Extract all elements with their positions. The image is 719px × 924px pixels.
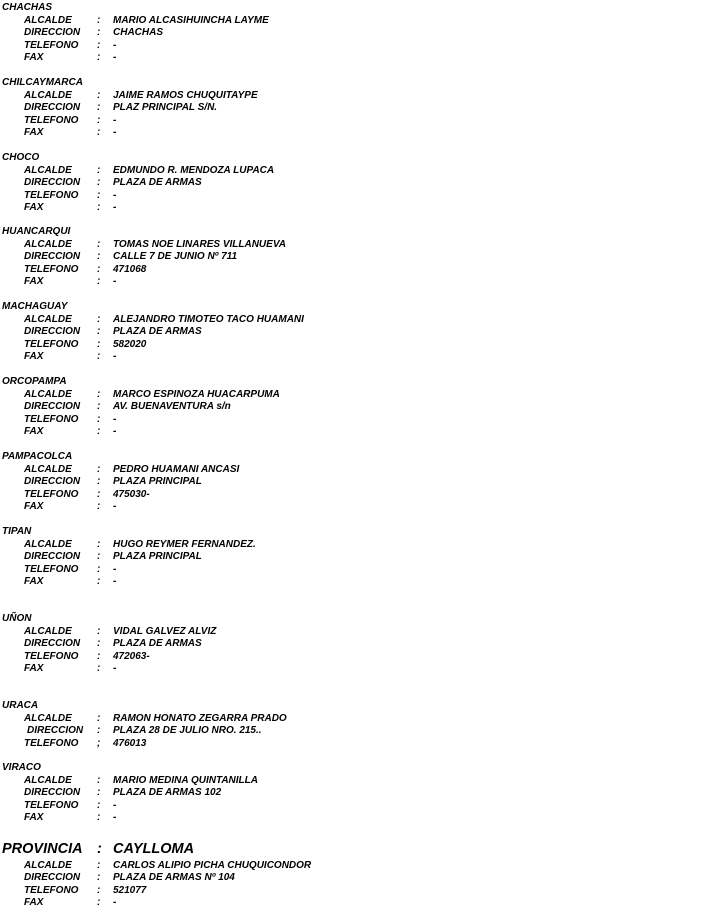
field-value: - — [113, 576, 117, 587]
field-label: FAX — [24, 426, 44, 437]
field-separator: : — [97, 897, 101, 908]
field-value: 476013 — [113, 737, 147, 749]
field-separator: : — [97, 238, 101, 250]
field-separator: : — [97, 251, 101, 262]
district-name: CHOCO — [2, 152, 40, 163]
field-label: FAX — [24, 276, 44, 287]
field-value: PLAZA PRINCIPAL — [113, 551, 202, 562]
field-label: ALCALDE — [24, 712, 72, 724]
field-separator: : — [97, 189, 101, 201]
field-value: JAIME RAMOS CHUQUITAYPE — [113, 89, 258, 101]
field-separator: ; — [97, 737, 101, 749]
district-name: UÑON — [2, 613, 32, 624]
field-label: DIRECCION — [24, 638, 81, 649]
field-label: ALCALDE — [24, 14, 72, 26]
field-label: TELEFONO — [24, 737, 79, 749]
field-value: - — [113, 563, 117, 575]
field-separator: : — [97, 538, 101, 550]
field-label: FAX — [24, 501, 44, 512]
field-label: FAX — [24, 663, 44, 674]
field-value: - — [113, 127, 117, 138]
field-value: - — [113, 114, 117, 126]
district-name: TIPAN — [2, 526, 32, 537]
field-value: PLAZA 28 DE JULIO NRO. 215.. — [113, 725, 262, 736]
field-label: FAX — [24, 576, 44, 587]
field-value: MARCO ESPINOZA HUACARPUMA — [113, 388, 280, 400]
field-label: DIRECCION — [24, 872, 81, 883]
field-separator: : — [97, 663, 101, 674]
field-label: FAX — [24, 812, 44, 823]
field-separator: : — [97, 326, 101, 337]
field-value: AV. BUENAVENTURA s/n — [113, 401, 231, 412]
field-label: ALCALDE — [24, 538, 72, 550]
field-label: TELEFONO — [24, 413, 79, 425]
field-value: - — [113, 202, 117, 213]
field-value: PLAZA PRINCIPAL — [113, 476, 202, 487]
field-label: TELEFONO — [24, 263, 79, 275]
district-name: HUANCARQUI — [2, 226, 71, 237]
field-label: TELEFONO — [24, 189, 79, 201]
field-label: FAX — [24, 52, 44, 63]
district-name: PAMPACOLCA — [2, 451, 73, 462]
field-separator: : — [97, 551, 101, 562]
field-value: PLAZA DE ARMAS 102 — [113, 787, 222, 798]
field-separator: : — [97, 127, 101, 138]
field-separator: : — [97, 563, 101, 575]
district-name: VIRACO — [2, 762, 41, 773]
field-value: PLAZA DE ARMAS — [113, 638, 202, 649]
field-label: DIRECCION — [27, 725, 84, 736]
field-label: DIRECCION — [24, 102, 81, 113]
field-label: DIRECCION — [24, 326, 81, 337]
field-separator: : — [97, 426, 101, 437]
field-separator: : — [97, 351, 101, 362]
field-value: PLAZA DE ARMAS — [113, 326, 202, 337]
field-value: - — [113, 52, 117, 63]
field-value: PLAZ PRINCIPAL S/N. — [113, 102, 218, 113]
field-separator: : — [97, 263, 101, 275]
field-value: - — [113, 812, 117, 823]
field-separator: : — [97, 276, 101, 287]
field-separator: : — [97, 625, 101, 637]
field-value: - — [113, 501, 117, 512]
field-label: TELEFONO — [24, 488, 79, 500]
field-label: FAX — [24, 351, 44, 362]
field-label: DIRECCION — [24, 551, 81, 562]
field-separator: : — [97, 712, 101, 724]
field-label: TELEFONO — [24, 884, 79, 896]
field-value: CHACHAS — [113, 27, 163, 38]
field-separator: : — [97, 884, 101, 896]
field-separator: : — [97, 52, 101, 63]
field-label: FAX — [24, 202, 44, 213]
field-value: - — [113, 351, 117, 362]
field-label: ALCALDE — [24, 774, 72, 786]
field-label: TELEFONO — [24, 39, 79, 51]
field-value: CARLOS ALIPIO PICHA CHUQUICONDOR — [113, 859, 312, 871]
field-value: - — [113, 897, 117, 908]
field-separator: : — [97, 338, 101, 350]
field-label: DIRECCION — [24, 401, 81, 412]
field-separator: : — [97, 872, 101, 883]
field-value: 582020 — [113, 338, 147, 350]
field-label: ALCALDE — [24, 388, 72, 400]
district-name: MACHAGUAY — [2, 301, 68, 312]
field-label: DIRECCION — [24, 251, 81, 262]
field-separator: : — [97, 114, 101, 126]
field-label: TELEFONO — [24, 338, 79, 350]
field-value: - — [113, 799, 117, 811]
field-separator: : — [97, 102, 101, 113]
field-label: TELEFONO — [24, 114, 79, 126]
field-separator: : — [97, 650, 101, 662]
field-value: TOMAS NOE LINARES VILLANUEVA — [113, 238, 286, 250]
field-separator: : — [97, 774, 101, 786]
field-value: 471068 — [113, 263, 147, 275]
field-label: ALCALDE — [24, 463, 72, 475]
field-separator: : — [97, 812, 101, 823]
field-separator: : — [97, 859, 101, 871]
field-separator: : — [97, 576, 101, 587]
field-separator: : — [97, 14, 101, 26]
field-label: DIRECCION — [24, 177, 81, 188]
field-label: TELEFONO — [24, 563, 79, 575]
field-value: PLAZA DE ARMAS Nº 104 — [113, 872, 235, 883]
field-separator: : — [97, 164, 101, 176]
district-name: CHILCAYMARCA — [2, 77, 83, 88]
field-label: FAX — [24, 897, 44, 908]
field-value: PLAZA DE ARMAS — [113, 177, 202, 188]
field-separator: : — [97, 388, 101, 400]
field-label: ALCALDE — [24, 238, 72, 250]
field-separator: : — [97, 89, 101, 101]
field-separator: : — [97, 313, 101, 325]
field-value: - — [113, 663, 117, 674]
field-value: 472063- — [113, 650, 150, 662]
field-value: ALEJANDRO TIMOTEO TACO HUAMANI — [113, 313, 304, 325]
field-label: DIRECCION — [24, 476, 81, 487]
field-label: ALCALDE — [24, 625, 72, 637]
district-name: URACA — [2, 700, 39, 711]
field-label: DIRECCION — [24, 787, 81, 798]
field-label: ALCALDE — [24, 859, 72, 871]
district-name: CHACHAS — [2, 2, 52, 13]
field-label: TELEFONO — [24, 650, 79, 662]
field-label: DIRECCION — [24, 27, 81, 38]
field-separator: : — [97, 501, 101, 512]
field-label: ALCALDE — [24, 164, 72, 176]
field-separator: : — [97, 177, 101, 188]
field-value: RAMON HONATO ZEGARRA PRADO — [113, 712, 287, 724]
field-separator: : — [97, 463, 101, 475]
field-separator: : — [97, 202, 101, 213]
field-value: - — [113, 426, 117, 437]
field-label: FAX — [24, 127, 44, 138]
field-value: - — [113, 276, 117, 287]
field-separator: : — [97, 476, 101, 487]
field-value: VIDAL GALVEZ ALVIZ — [113, 625, 217, 637]
field-separator: : — [97, 401, 101, 412]
field-value: 521077 — [113, 884, 147, 896]
district-name: ORCOPAMPA — [2, 376, 67, 387]
field-separator: : — [97, 39, 101, 51]
province-name: CAYLLOMA — [113, 841, 195, 857]
field-separator: : — [97, 799, 101, 811]
field-value: CALLE 7 DE JUNIO Nº 711 — [113, 251, 238, 262]
province-separator: : — [97, 841, 102, 857]
field-value: MARIO ALCASIHUINCHA LAYME — [113, 14, 269, 26]
field-value: 475030- — [113, 488, 150, 500]
field-value: PEDRO HUAMANI ANCASI — [113, 463, 240, 475]
field-separator: : — [97, 787, 101, 798]
field-value: - — [113, 413, 117, 425]
field-separator: : — [97, 725, 101, 736]
field-label: TELEFONO — [24, 799, 79, 811]
field-value: - — [113, 39, 117, 51]
field-value: MARIO MEDINA QUINTANILLA — [113, 774, 258, 786]
province-label: PROVINCIA — [2, 841, 83, 857]
field-label: ALCALDE — [24, 89, 72, 101]
field-separator: : — [97, 488, 101, 500]
field-separator: : — [97, 638, 101, 649]
field-value: - — [113, 189, 117, 201]
field-value: HUGO REYMER FERNANDEZ. — [113, 538, 256, 550]
field-separator: : — [97, 27, 101, 38]
field-value: EDMUNDO R. MENDOZA LUPACA — [113, 164, 275, 176]
field-separator: : — [97, 413, 101, 425]
field-label: ALCALDE — [24, 313, 72, 325]
